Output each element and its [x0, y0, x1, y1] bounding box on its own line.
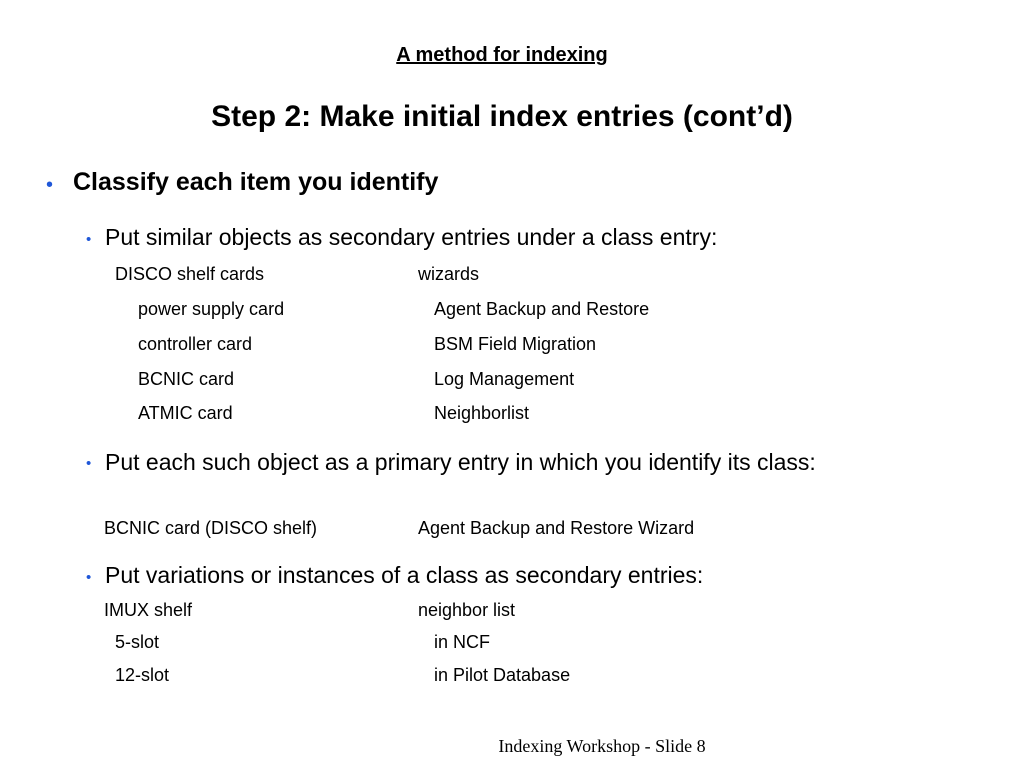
secondary-entry: BSM Field Migration — [434, 334, 597, 354]
slide-title: Step 2: Make initial index entries (cont’d) — [211, 100, 793, 133]
secondary-entry: 5-slot — [115, 632, 160, 652]
main-bullet: Classify each item you identify — [73, 168, 439, 196]
class-entry-wizards: wizards — [418, 264, 480, 284]
secondary-entry: controller card — [138, 334, 253, 354]
secondary-entry: Agent Backup and Restore — [434, 299, 650, 319]
slide-header: A method for indexing — [396, 44, 608, 66]
secondary-entry: in NCF — [434, 632, 491, 652]
sub-bullet-dot: • — [86, 455, 92, 472]
sub-bullet-3: Put variations or instances of a class as secondary entries: — [105, 562, 704, 588]
secondary-entry: Log Management — [434, 369, 575, 389]
primary-entry-example: Agent Backup and Restore Wizard — [418, 518, 695, 538]
secondary-entry: ATMIC card — [138, 403, 233, 423]
sub-bullet-2: Put each such object as a primary entry in which you identify its class: — [105, 449, 816, 475]
secondary-entry: BCNIC card — [138, 369, 235, 389]
sub-bullet-1: Put similar objects as secondary entries under a class entry: — [105, 224, 718, 250]
class-entry-imux: IMUX shelf — [104, 600, 193, 620]
secondary-entry: 12-slot — [115, 665, 170, 685]
secondary-entry: Neighborlist — [434, 403, 530, 423]
sub-bullet-dot: • — [86, 231, 92, 248]
primary-entry-example: BCNIC card (DISCO shelf) — [104, 518, 318, 538]
bullet-dot: • — [46, 174, 54, 196]
secondary-entry: power supply card — [138, 299, 285, 319]
class-entry-disco: DISCO shelf cards — [115, 264, 265, 284]
secondary-entry: in Pilot Database — [434, 665, 571, 685]
slide-footer: Indexing Workshop - Slide 8 — [498, 736, 706, 756]
sub-bullet-dot: • — [86, 569, 92, 586]
class-entry-neighbor-list: neighbor list — [418, 600, 516, 620]
